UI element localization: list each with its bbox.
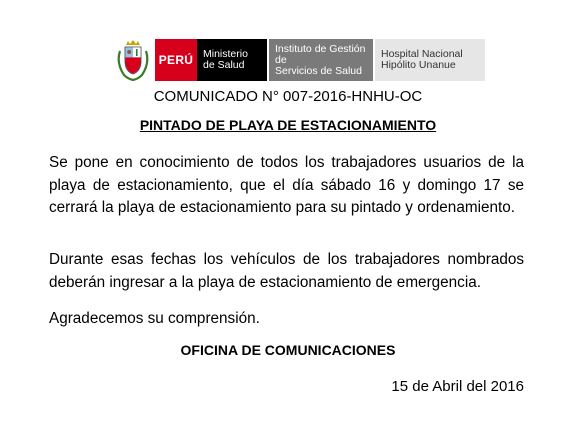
ministerio-segment — [197, 39, 267, 81]
peru-label: PERÚ — [155, 39, 197, 81]
instituto-segment — [267, 39, 373, 81]
coat-of-arms-icon — [114, 39, 152, 81]
document-date: 15 de Abril del 2016 — [391, 378, 524, 395]
hospital-line2: Hipólito Unanue — [381, 59, 456, 71]
paragraph-notice: Se pone en conocimiento de todos los trabajadores usuarios de la playa de estacionamiento, que el día sábado 16 y domingo 17 se cerrará la playa de estacionamiento para su pintado y ordenamiento. — [49, 154, 524, 216]
paragraph-instructions: Durante esas fechas los vehículos de los trabajadores nombrados deberán ingresar a la playa de estacionamiento de emergencia. — [49, 251, 524, 291]
hospital-segment — [373, 39, 485, 81]
institutional-banner — [114, 39, 485, 81]
ministerio-line1: Ministerio — [203, 48, 248, 60]
signature-office: OFICINA DE COMUNICACIONES — [180, 342, 396, 358]
comunicado-number: COMUNICADO N° 007-2016-HNHU-OC — [153, 88, 423, 105]
document-title: PINTADO DE PLAYA DE ESTACIONAMIENTO — [139, 117, 437, 133]
hospital-line1: Hospital Nacional — [381, 48, 463, 60]
instituto-line1: Instituto de Gestión de — [275, 42, 366, 66]
ministerio-line2: de Salud — [203, 59, 245, 71]
paragraph-thanks: Agradecemos su comprensión. — [49, 310, 260, 327]
instituto-line2: Servicios de Salud — [275, 64, 362, 77]
